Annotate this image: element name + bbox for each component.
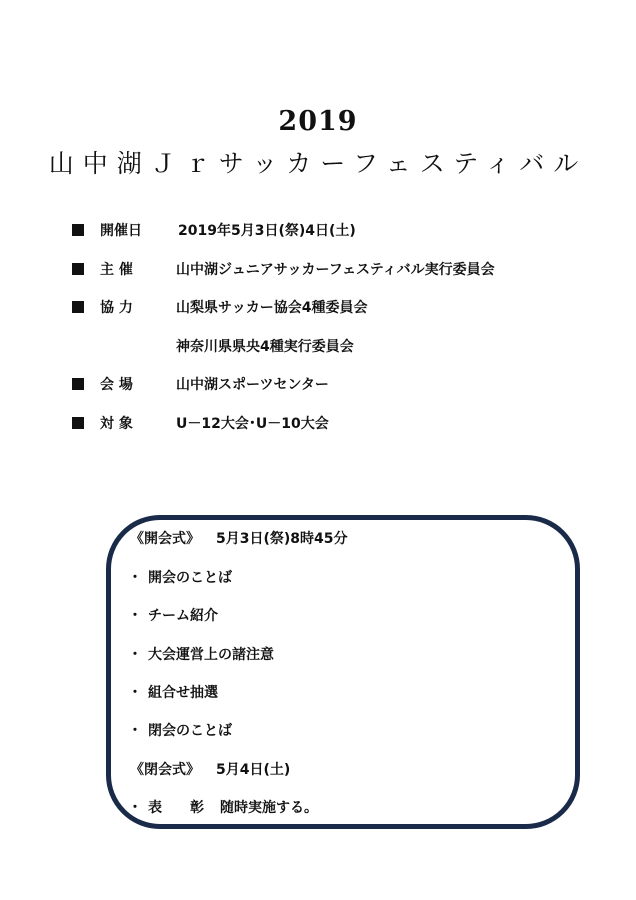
info-value-second: 神奈川県県央4種実行委員会	[176, 339, 354, 355]
bullet-dot-icon: ・	[128, 723, 142, 739]
info-row-organizer	[72, 259, 495, 281]
list-item-text: 大会運営上の諸注意	[148, 647, 274, 663]
list-item-text: 組合せ抽選	[148, 685, 218, 701]
info-value: U－12大会･U－10大会	[176, 416, 329, 432]
opening-ceremony-heading	[130, 528, 348, 550]
opening-datetime: 5月3日(祭)8時45分	[216, 531, 348, 547]
info-row-date	[72, 220, 356, 242]
square-bullet-icon	[72, 301, 84, 313]
info-row-venue	[72, 374, 329, 396]
bullet-dot-icon: ・	[128, 800, 142, 816]
title-year: 2019	[278, 106, 358, 137]
list-item-text: 閉会のことば	[148, 723, 232, 739]
list-item-text	[148, 797, 318, 819]
info-row-target	[72, 413, 329, 435]
closing-ceremony-heading	[130, 759, 290, 781]
award-note: 随時実施する。	[220, 800, 318, 816]
list-item-text: チーム紹介	[148, 608, 218, 624]
closing-heading: 《閉会式》	[130, 762, 200, 778]
square-bullet-icon	[72, 224, 84, 236]
info-label: 対 象	[100, 416, 133, 432]
info-label: 主 催	[100, 262, 133, 278]
info-value: 山中湖ジュニアサッカーフェスティバル実行委員会	[176, 262, 495, 278]
bullet-dot-icon: ・	[128, 685, 142, 701]
info-label: 開催日	[100, 223, 142, 239]
schedule-box	[106, 515, 580, 829]
info-value: 山中湖スポーツセンター	[176, 377, 329, 393]
award-label: 表 彰	[148, 800, 204, 816]
bullet-dot-icon: ・	[128, 608, 142, 624]
list-item-text: 開会のことば	[148, 570, 232, 586]
closing-datetime: 5月4日(土)	[216, 762, 291, 778]
info-row-cooperation	[72, 297, 368, 319]
title-event-name: 山中湖Ｊｒサッカーフェスティバル	[48, 149, 588, 178]
bullet-dot-icon: ・	[128, 647, 142, 663]
square-bullet-icon	[72, 417, 84, 429]
opening-heading: 《開会式》	[130, 531, 200, 547]
bullet-dot-icon: ・	[128, 570, 142, 586]
info-value: 山梨県サッカー協会4種委員会	[176, 300, 368, 316]
info-label: 協 力	[100, 300, 133, 316]
square-bullet-icon	[72, 263, 84, 275]
info-value: 2019年5月3日(祭)4日(土)	[178, 223, 356, 239]
info-label: 会 場	[100, 377, 133, 393]
square-bullet-icon	[72, 378, 84, 390]
